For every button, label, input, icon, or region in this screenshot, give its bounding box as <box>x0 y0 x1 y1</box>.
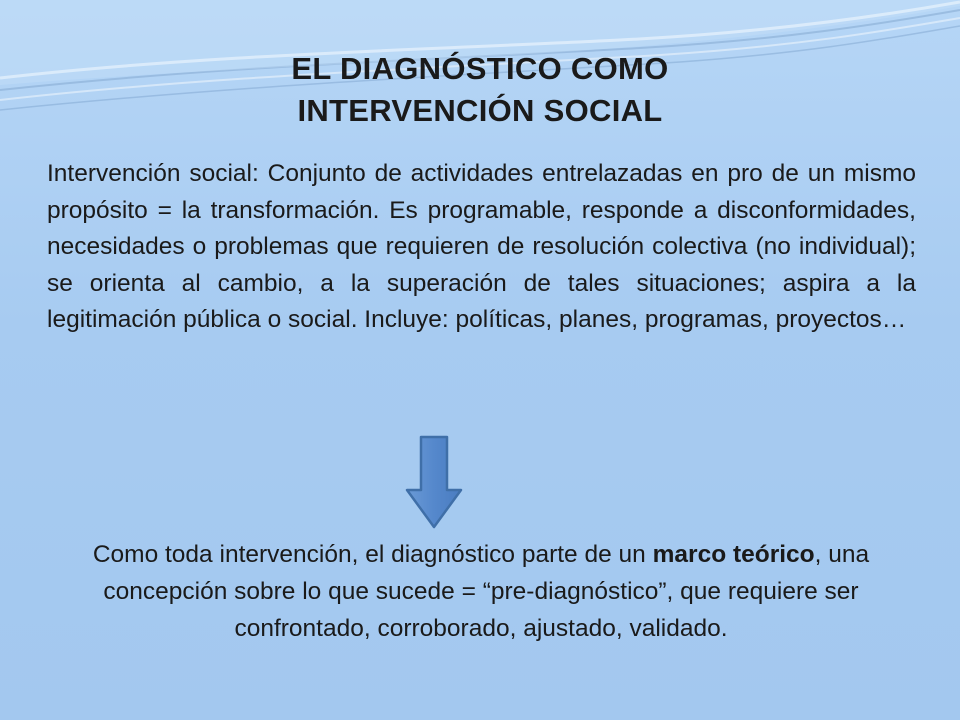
title-line-1: EL DIAGNÓSTICO COMO <box>291 51 669 86</box>
down-arrow-icon <box>404 434 464 530</box>
conclusion-text-end: , una concepción sobre lo que sucede = “pre-diagnóstico”, que requiere ser confrontado, corroborado, ajustado, validado. <box>103 541 870 642</box>
definition-paragraph: Intervención social: Conjunto de actividades entrelazadas en pro de un mismo propósito = la transformación. Es programable, responde a disconformidades, necesidades o problemas que requieren de resolución colectiva (no individual); se orienta al cambio, a la superación de tales situaciones; aspira a la legitimación pública o social. Incluye: políticas, planes, programas, proyectos… <box>47 160 916 333</box>
conclusion-paragraph <box>55 536 907 647</box>
slide-title <box>180 48 780 132</box>
conclusion-text-start: Como toda intervención, el diagnóstico parte de un <box>92 541 653 568</box>
title-line-2: INTERVENCIÓN SOCIAL <box>297 93 663 128</box>
conclusion-emphasis: marco teórico <box>652 541 815 568</box>
